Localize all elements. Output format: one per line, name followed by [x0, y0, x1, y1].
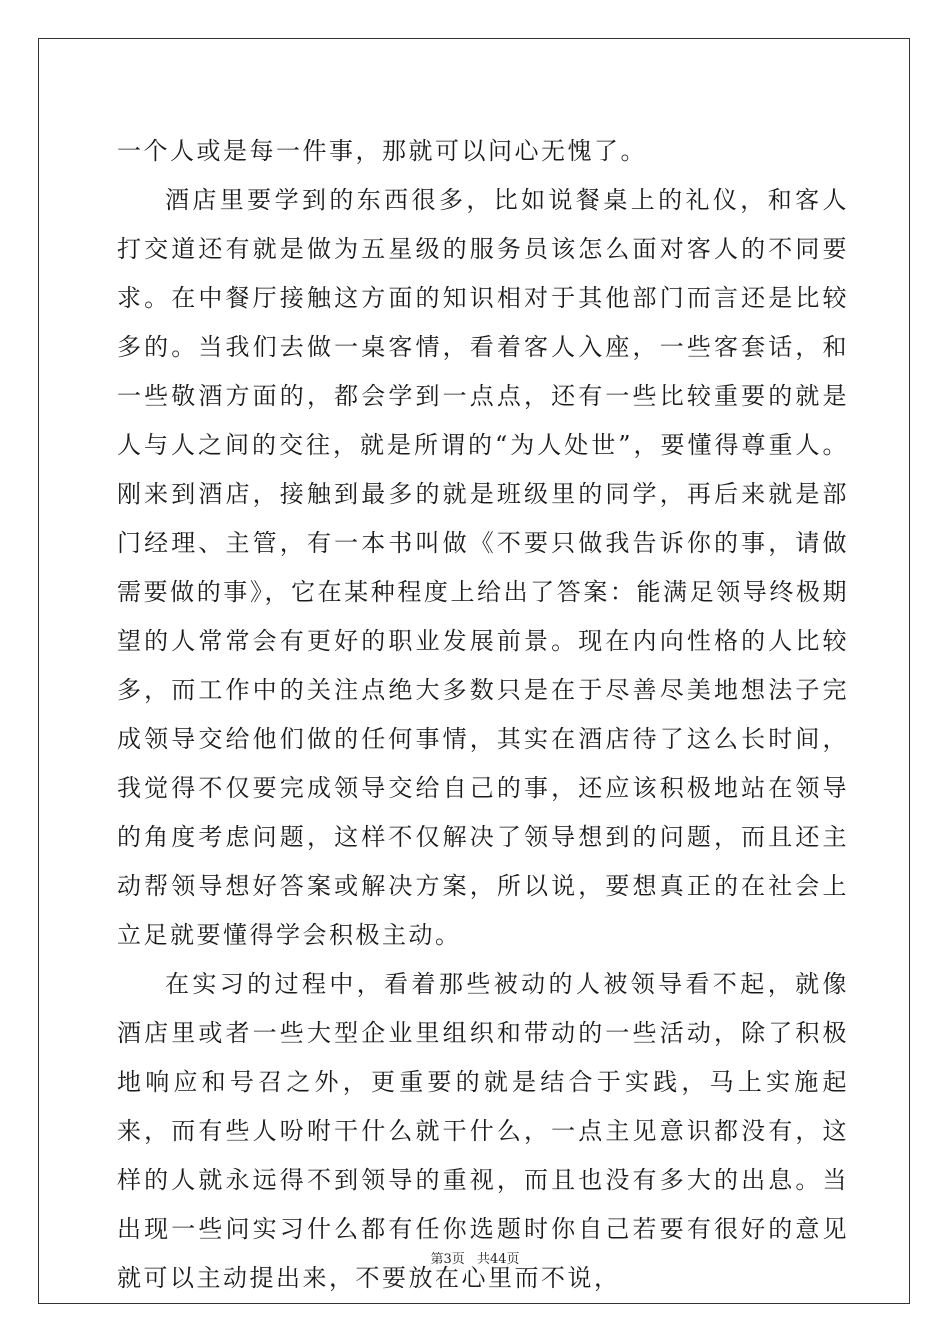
- page-number: 第3页: [430, 1252, 465, 1267]
- page-footer: [0, 1248, 950, 1267]
- paragraph-1: 一个人或是每一件事，那就可以问心无愧了。: [117, 137, 647, 165]
- paragraph-3: 在实习的过程中，看着那些被动的人被领导看不起，就像酒店里或者一些大型企业里组织和带动的一些活动，除了积极地响应和号召之外，更重要的就是结合于实践，马上实施起来，而有些人吩咐干什么就干什么，一点主见意识都没有，这样的人就永远得不到领导的重视，而且也没有多大的出息。当出现一些问实习什么都有任你选题时你自己若要有很好的意见就可以主动提出来，不要放在心里而不说，: [117, 970, 849, 1292]
- total-pages: 共44页: [476, 1252, 520, 1267]
- document-body: [117, 127, 849, 1303]
- paragraph-2: 酒店里要学到的东西很多，比如说餐桌上的礼仪，和客人打交道还有就是做为五星级的服务员该怎么面对客人的不同要求。在中餐厅接触这方面的知识相对于其他部门而言还是比较多的。当我们去做一桌客情，看着客人入座，一些客套话，和一些敬酒方面的，都会学到一点点，还有一些比较重要的就是人与人之间的交往，就是所谓的“为人处世”，要懂得尊重人。刚来到酒店，接触到最多的就是班级里的同学，再后来就是部门经理、主管，有一本书叫做《不要只做我告诉你的事，请做需要做的事》，它在某种程度上给出了答案：能满足领导终极期望的人常常会有更好的职业发展前景。现在内向性格的人比较多，而工作中的关注点绝大多数只是在于尽善尽美地想法子完成领导交给他们做的任何事情，其实在酒店待了这么长时间，我觉得不仅要完成领导交给自己的事，还应该积极地站在领导的角度考虑问题，这样不仅解决了领导想到的问题，而且还主动帮领导想好答案或解决方案，所以说，要想真正的在社会上立足就要懂得学会积极主动。: [117, 186, 849, 949]
